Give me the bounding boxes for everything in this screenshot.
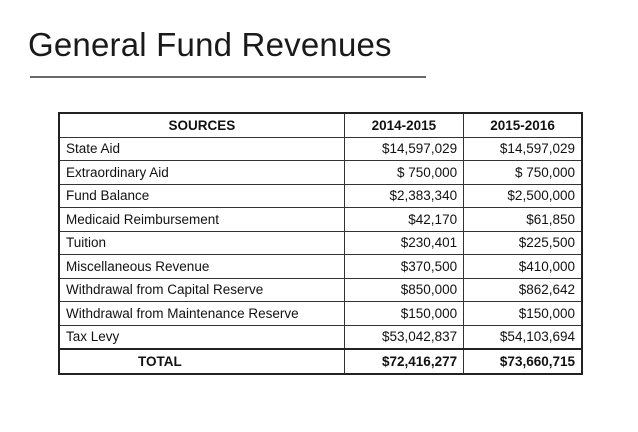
value-2014-2015: $370,500 xyxy=(344,255,463,279)
value-2015-2016: $150,000 xyxy=(464,302,582,326)
value-2015-2016: $225,500 xyxy=(464,231,582,255)
table-row xyxy=(59,302,582,326)
source-cell: Extraordinary Aid xyxy=(59,161,344,185)
value-2014-2015: $230,401 xyxy=(344,231,463,255)
source-cell: Medicaid Reimbursement xyxy=(59,208,344,232)
total-2015-2016: $73,660,715 xyxy=(464,349,582,374)
value-2014-2015: $ 750,000 xyxy=(344,161,463,185)
total-label: TOTAL xyxy=(59,349,344,374)
table-row xyxy=(59,325,582,349)
table-row xyxy=(59,161,582,185)
header-2014-2015: 2014-2015 xyxy=(344,113,463,137)
value-2015-2016: $ 750,000 xyxy=(464,161,582,185)
value-2014-2015: $14,597,029 xyxy=(344,137,463,161)
source-cell: Tax Levy xyxy=(59,325,344,349)
header-sources: SOURCES xyxy=(59,113,344,137)
value-2015-2016: $862,642 xyxy=(464,278,582,302)
table-row xyxy=(59,231,582,255)
source-cell: State Aid xyxy=(59,137,344,161)
value-2014-2015: $850,000 xyxy=(344,278,463,302)
source-cell: Withdrawal from Capital Reserve xyxy=(59,278,344,302)
source-cell: Miscellaneous Revenue xyxy=(59,255,344,279)
value-2014-2015: $42,170 xyxy=(344,208,463,232)
value-2015-2016: $14,597,029 xyxy=(464,137,582,161)
value-2015-2016: $410,000 xyxy=(464,255,582,279)
value-2014-2015: $53,042,837 xyxy=(344,325,463,349)
table-header-row xyxy=(59,113,582,137)
value-2014-2015: $2,383,340 xyxy=(344,184,463,208)
source-cell: Withdrawal from Maintenance Reserve xyxy=(59,302,344,326)
value-2015-2016: $61,850 xyxy=(464,208,582,232)
revenue-table xyxy=(58,112,583,375)
value-2014-2015: $150,000 xyxy=(344,302,463,326)
value-2015-2016: $54,103,694 xyxy=(464,325,582,349)
total-2014-2015: $72,416,277 xyxy=(344,349,463,374)
total-row xyxy=(59,349,582,374)
table-row xyxy=(59,208,582,232)
table-row xyxy=(59,184,582,208)
value-2015-2016: $2,500,000 xyxy=(464,184,582,208)
page-title: General Fund Revenues xyxy=(28,26,392,63)
header-2015-2016: 2015-2016 xyxy=(464,113,582,137)
title-underline xyxy=(30,76,426,78)
source-cell: Tuition xyxy=(59,231,344,255)
source-cell: Fund Balance xyxy=(59,184,344,208)
table-row xyxy=(59,137,582,161)
table-row xyxy=(59,278,582,302)
table-row xyxy=(59,255,582,279)
